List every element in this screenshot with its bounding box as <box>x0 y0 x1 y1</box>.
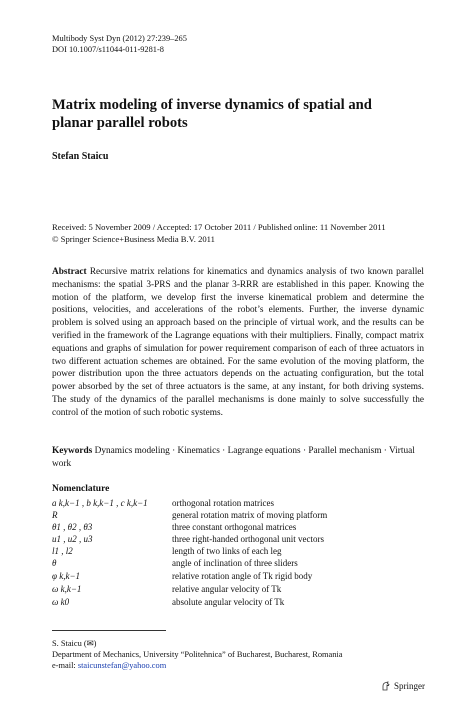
springer-horse-icon <box>381 681 391 691</box>
paper-title <box>52 96 432 132</box>
abstract-heading: Abstract <box>52 267 87 277</box>
nomenclature-description: angle of inclination of three sliders <box>172 558 298 568</box>
keywords-section <box>52 445 424 471</box>
nomenclature-description: relative rotation angle of Tk rigid body <box>172 571 313 581</box>
publisher-name: Springer <box>394 681 425 691</box>
nomenclature-description: three right-handed orthogonal unit vectors <box>172 534 324 544</box>
nomenclature-row <box>52 596 432 608</box>
abstract-body: Recursive matrix relations for kinematics and dynamics analysis of two known parallel mechanisms: the spatial 3-PRS and the planar 3-RRR are established in this paper. Knowing the motion of the platform, we develop first the inverse kinematical problem and determine the positions, velocities, and accelerations of the robot’s elements. Further, the inverse dynamic problem is solved using an approach based on the principle of virtual work, and the results can be verified in the framework of the Lagrange equations with their multipliers. Finally, compact matrix equations and graphs of simulation for power requirement comparison of each of three actuators in two different actuation schemes are obtained. For the same evolution of the moving platform, the power distribution upon the three actuators depends on the actuating configuration, but the total power absorbed by the set of three actuators is the same, at any instant, for both driving systems. The study of the dynamics of the parallel mechanisms is done mainly to solve successfully the control of the motion of such robotic systems. <box>52 267 424 418</box>
nomenclature-symbol: φ k,k−1 <box>52 571 81 581</box>
nomenclature-description: absolute angular velocity of Tk <box>172 597 285 607</box>
nomenclature-row <box>52 521 432 533</box>
nomenclature-row <box>52 509 432 521</box>
nomenclature-row <box>52 583 432 595</box>
date-history: Received: 5 November 2009 / Accepted: 17 October 2011 / Published online: 11 November 2011 <box>52 222 386 232</box>
nomenclature-row <box>52 497 432 509</box>
nomenclature-description: length of two links of each leg <box>172 546 282 556</box>
nomenclature-row <box>52 570 432 582</box>
abstract-section <box>52 266 424 420</box>
copyright-line: © Springer Science+Business Media B.V. 2011 <box>52 233 215 244</box>
footnote-divider <box>52 630 166 631</box>
nomenclature-description: orthogonal rotation matrices <box>172 498 274 508</box>
nomenclature-symbol: u1 , u2 , u3 <box>52 534 93 544</box>
footnote-email-line <box>52 660 432 671</box>
nomenclature-symbol: ω k,k−1 <box>52 584 82 594</box>
nomenclature-heading: Nomenclature <box>52 484 110 494</box>
nomenclature-symbol: θ1 , θ2 , θ3 <box>52 522 93 532</box>
publication-dates <box>52 222 432 245</box>
footnote-affiliation: Department of Mechanics, University “Politehnica” of Bucharest, Bucharest, Romania <box>52 650 343 659</box>
nomenclature-symbol: θ <box>52 558 57 568</box>
nomenclature-symbol: R <box>52 510 58 520</box>
nomenclature-description: general rotation matrix of moving platform <box>172 510 328 520</box>
nomenclature-row <box>52 557 432 569</box>
footnote-author: S. Staicu (✉) <box>52 639 97 648</box>
nomenclature-description: relative angular velocity of Tk <box>172 584 282 594</box>
nomenclature-symbol: ω k0 <box>52 597 70 607</box>
journal-citation: Multibody Syst Dyn (2012) 27:239–265 <box>52 34 187 43</box>
nomenclature-row <box>52 533 432 545</box>
publisher-logo <box>381 681 425 691</box>
title-line-2: planar parallel robots <box>52 115 188 131</box>
nomenclature-symbol: l1 , l2 <box>52 546 73 556</box>
author-name: Stefan Staicu <box>52 151 109 162</box>
nomenclature-description: three constant orthogonal matrices <box>172 522 297 532</box>
journal-doi: DOI 10.1007/s11044-011-9281-8 <box>52 45 164 54</box>
nomenclature-row <box>52 545 432 557</box>
title-line-1: Matrix modeling of inverse dynamics of spatial and <box>52 97 372 113</box>
email-label: e-mail: <box>52 661 76 670</box>
keywords-list: Dynamics modeling · Kinematics · Lagrange equations · Parallel mechanism · Virtual work <box>52 446 415 469</box>
nomenclature-symbol: a k,k−1 , b k,k−1 , c k,k−1 <box>52 498 148 508</box>
journal-header <box>52 33 187 55</box>
author-footnote <box>52 638 432 671</box>
keywords-heading: Keywords <box>52 446 93 456</box>
email-link[interactable]: staicunstefan@yahoo.com <box>77 661 167 670</box>
